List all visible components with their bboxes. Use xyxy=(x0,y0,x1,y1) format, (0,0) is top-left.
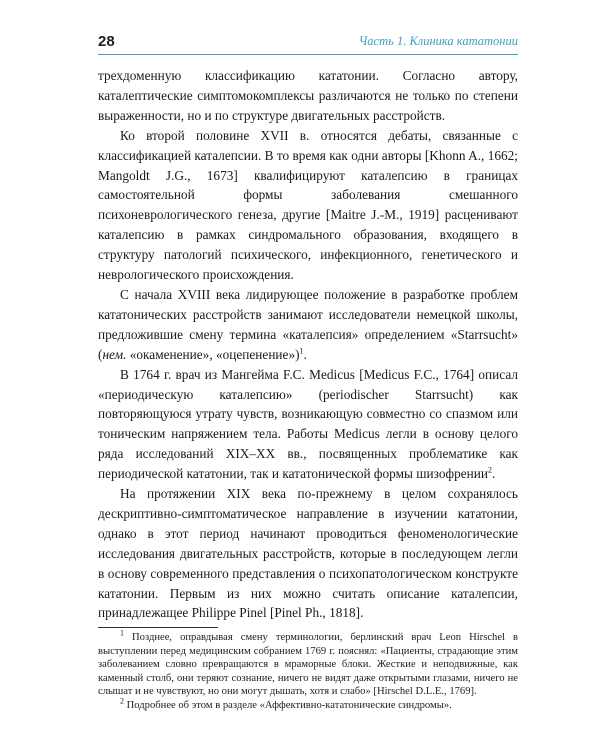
footnote-2-text: Подробнее об этом в разделе «Аффективно-кататонические синдромы». xyxy=(124,699,452,711)
paragraph-4-text-a: В 1764 г. врач из Мангейма F.C. Medicus [Medicus F.C., 1764] описал «периодическую каталепсию» (periodischer Starrsucht) как повторяющуюся утрату чувств, возникающую совместно со спазмом или тоническим напряжением тела. Работы Medicus легли в основу целого ряда исследований XIX–XX вв., посвященных проблематике как периодической кататонии, так и кататонической формы шизофрении xyxy=(98,366,518,482)
paragraph-4-text-b: . xyxy=(492,466,496,482)
footnote-marker-1: 1 xyxy=(120,628,124,638)
paragraph-3-emphasis: нем. xyxy=(102,346,127,362)
footnote-separator xyxy=(98,627,218,628)
paragraph-2: Ко второй половине XVII в. относятся дебаты, связанные с классификацией каталепсии. В то время как одни авторы [Khonn A., 1662; Mangoldt J.G., 1673] квалифицируют каталепсию в границах самостоятельной формы заболевания смешанного психоневрологического генеза, другие [Maitre J.-M., 1919] расценивают каталепсию в рамках синдромального образования, входящего в структуру патологий психического, инфекционного, генетического и неврологического происхождения. xyxy=(98,127,518,283)
paragraph-4 xyxy=(98,365,518,484)
page-number: 28 xyxy=(98,33,115,50)
footnote-1 xyxy=(98,628,518,699)
paragraph-3 xyxy=(98,285,518,365)
page-header xyxy=(98,33,518,55)
footnote-marker-2: 2 xyxy=(120,695,124,705)
footnotes xyxy=(98,628,518,712)
main-text xyxy=(98,66,518,623)
running-title: Часть 1. Клиника кататонии xyxy=(358,34,518,48)
footnote-ref-1: 1 xyxy=(299,346,304,356)
paragraph-1: трехдоменную классификацию кататонии. Согласно автору, каталептические симптомокомплексы различаются не только по степени выраженности, но и по структуре двигательных расстройств. xyxy=(98,68,518,123)
paragraph-3-text-c: . xyxy=(303,346,307,362)
footnote-ref-2: 2 xyxy=(488,465,492,475)
footnote-1-text: Позднее, оправдывая смену терминологии, берлинский врач Leon Hirschel в выступлении перед медицинским собранием 1769 г. пояснял: «Пациенты, страдающие этим заболеванием словно превращаются в мраморные блоки. Жесткие и неподвижные, как каменный столб, они теряют сознание, ничего не видят даже открытыми глазами, ничего не слышат и не чувствуют, но они могут дышать, хотя и слабо» [Hirschel D.L.E., 1769]. xyxy=(98,632,518,697)
header-rule xyxy=(98,54,518,55)
paragraph-5: На протяжении XIX века по-прежнему в целом сохранялось дескриптивно-симптоматическое направление в изучении кататонии, однако в этот период начинают проводиться феноменологические исследования двигательных расстройств, которые в последующем легли в основу современного представления о психопатологическом конструкте кататонии. Первым из них можно считать описание каталепсии, принадлежащее Philippe Pinel [Pinel Ph., 1818]. xyxy=(98,486,518,621)
paragraph-3-text-b: «окаменение», «оцепенение») xyxy=(126,346,300,362)
footnote-2 xyxy=(98,695,518,713)
paragraph-3-text-a: С начала XVIII века лидирующее положение в разработке проблем кататонических расстройств занимают исследователи немецкой школы, предложившие смену термина «каталепсия» определением «Starrsucht» ( xyxy=(98,286,518,362)
